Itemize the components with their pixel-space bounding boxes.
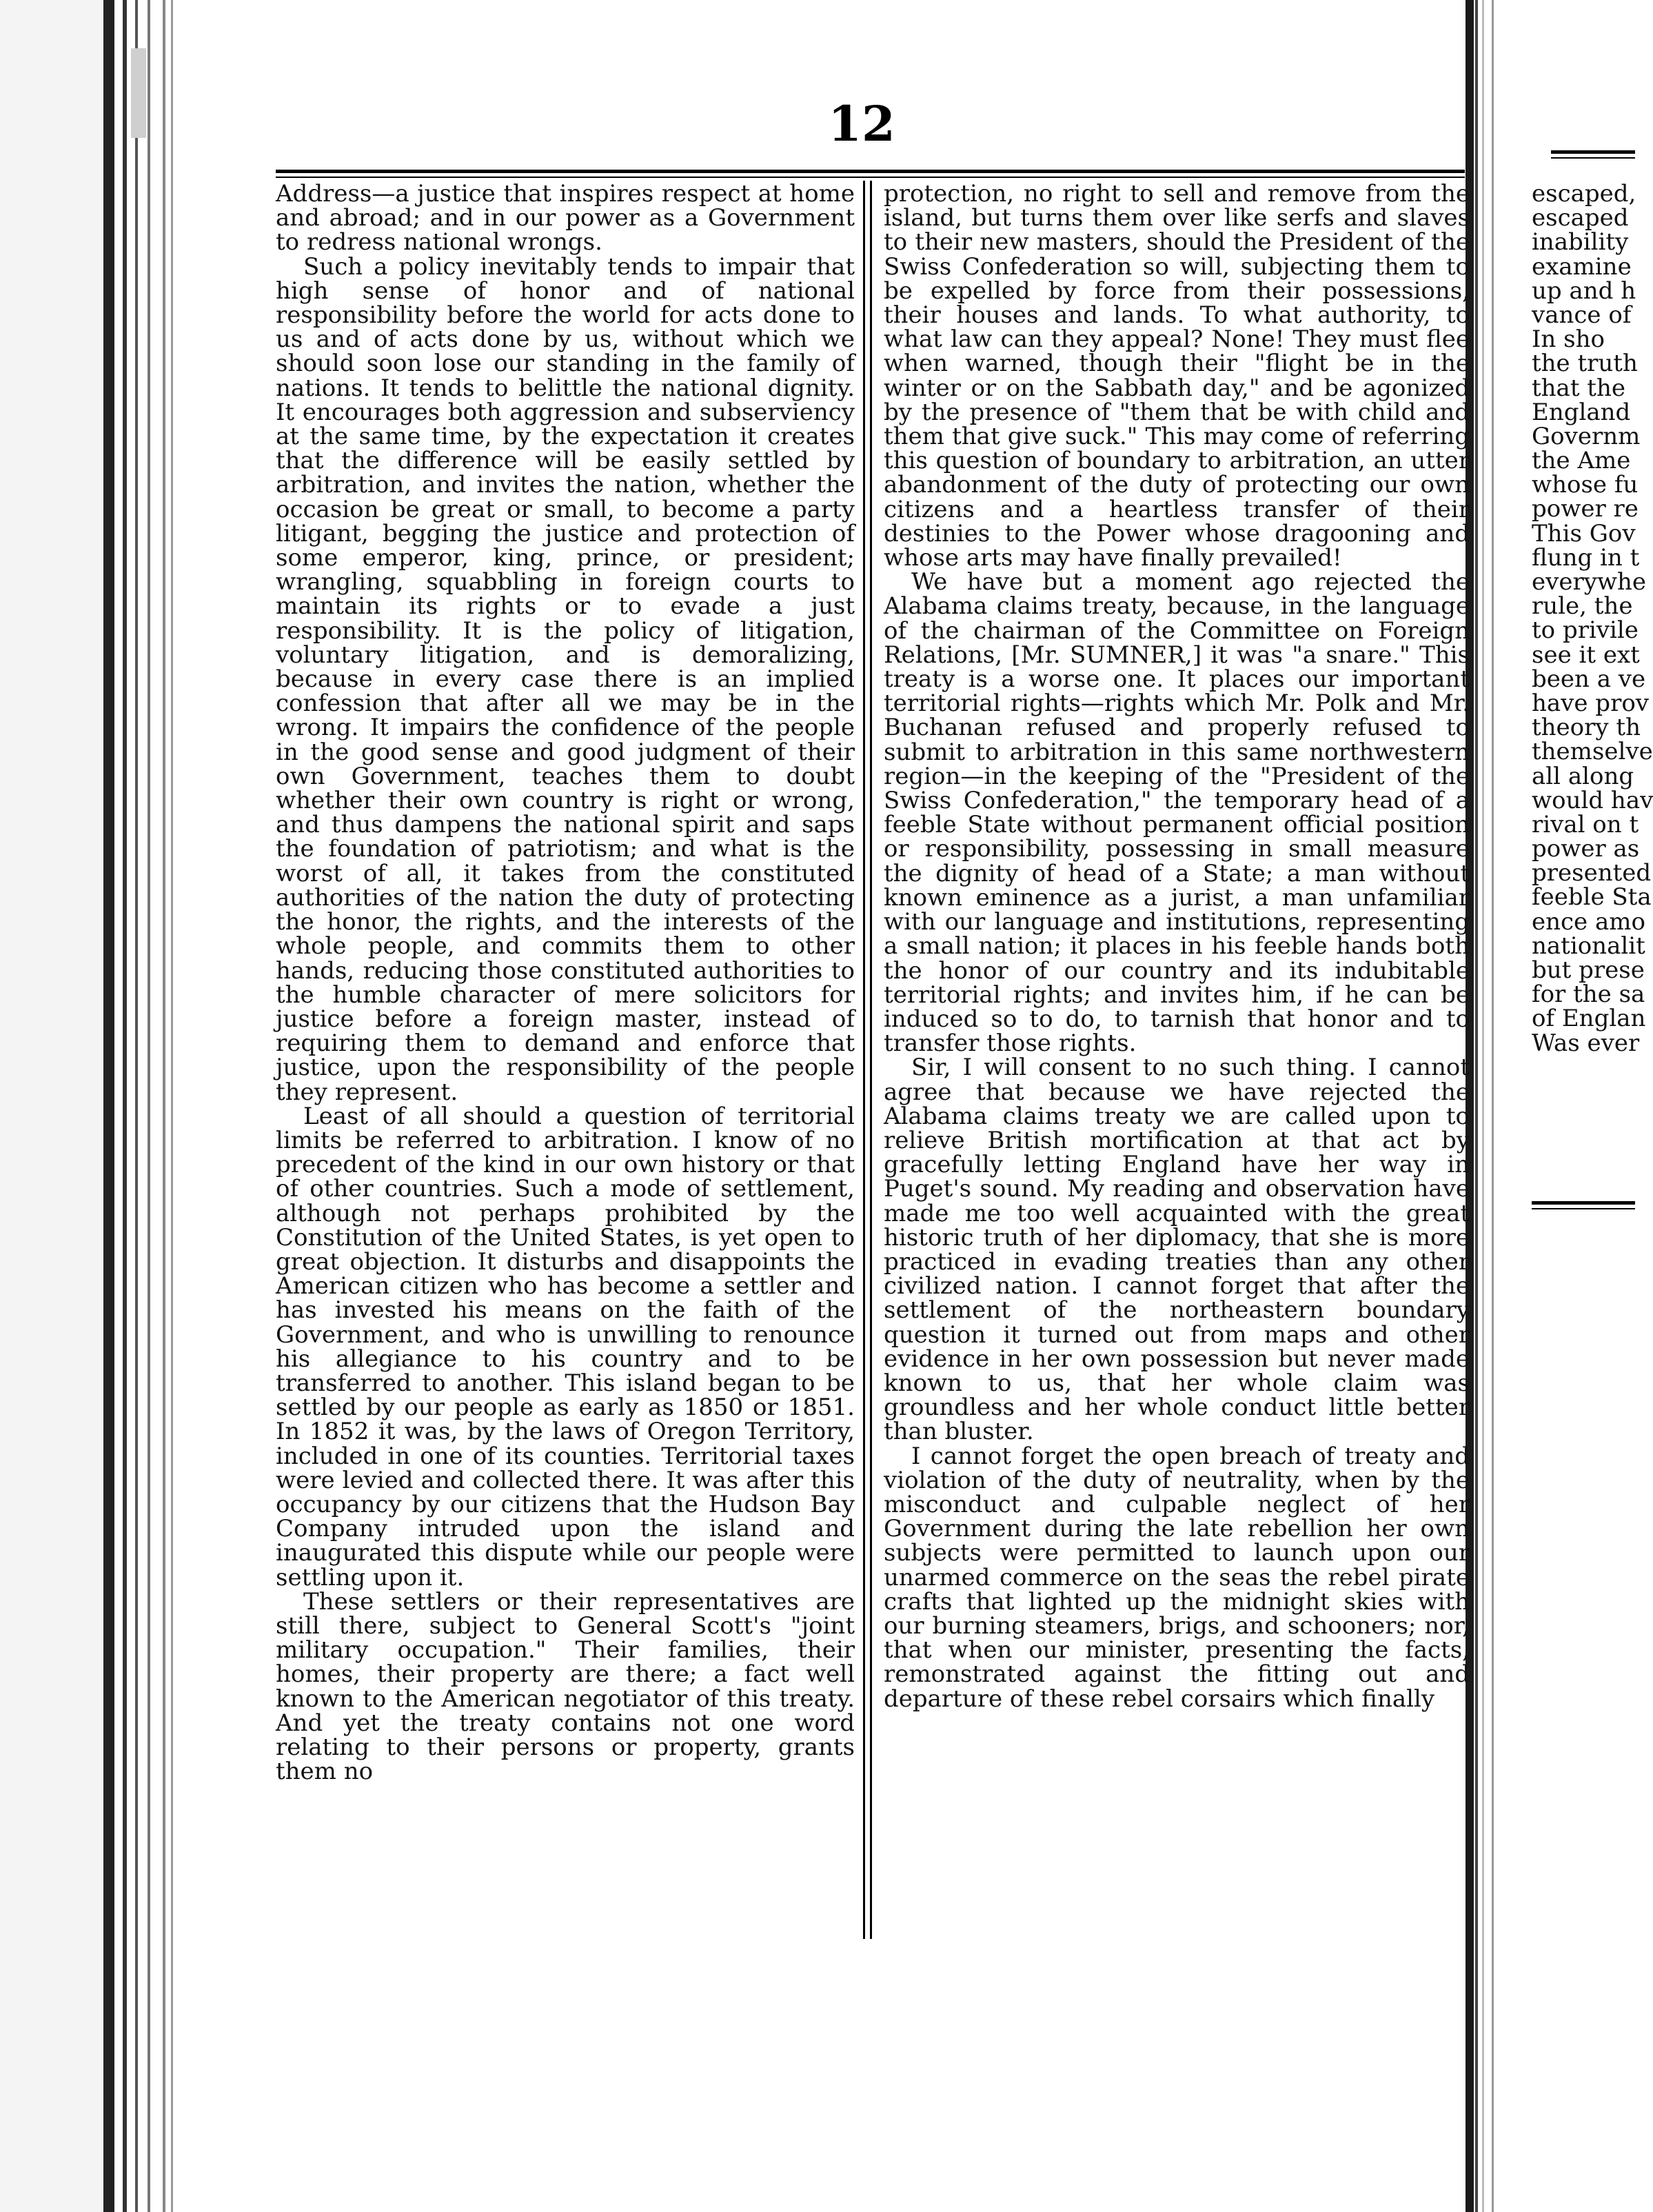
left-column (276, 182, 855, 1784)
column-divider-right (870, 181, 872, 1939)
right-fragment-line: that the (1532, 374, 1625, 402)
right-fragment-line: been a ve (1532, 665, 1646, 693)
right-fragment-line: inability (1532, 228, 1629, 257)
right-fragment-line: to privile (1532, 616, 1639, 645)
right-fragment-line: theory th (1532, 714, 1641, 742)
right-fragment-line: nationalit (1532, 932, 1645, 960)
right-fragment-line: of Englan (1532, 1005, 1646, 1033)
left-paragraph-3: Least of all should a question of territorial limits be referred to arbitration. I know of no precedent of the kind in our own history or that of other countries. Such a mode of settlement, although not perhaps prohibited by the Constitution of the United States, is yet open to great objection. It disturbs and disappoints the American citizen who has become a settler and has invested his means on the faith of the Government, and who is unwilling to renounce his allegiance to his country and to be transferred to another. This island began to be settled by our people as early as 1850 or 1851. In 1852 it was, by the laws of Oregon Territory, included in one of its counties. Territorial taxes were levied and collected there. It was after this occupancy by our citizens that the Hudson Bay Company intruded upon the island and inaugurated this dispute while our people were settling upon it. (276, 1102, 855, 1591)
right-fragment-line: rival on t (1532, 810, 1639, 838)
left-paragraph-4: These settlers or their representatives are still there, subject to General Scott's "joint military occupation." Their families, their homes, their property are there; a fact well known to the American negotiator of this treaty. And yet the treaty contains not one word relating to their persons or property, grants them no (276, 1587, 855, 1786)
right-fragment-line: examine (1532, 252, 1632, 281)
book-binding-edge (0, 0, 179, 2212)
left-paragraph-2: Such a policy inevitably tends to impair that high sense of honor and of national responsibility before the world for acts done to us and of acts done by us, without which we should soon lose our standing in the family of nations. It tends to belittle the national dignity. It encourages both aggression and subserviency at the same time, by the expectation it creates that the difference will be easily settled by arbitration, and invites the nation, whether the occasion be great or small, to become a party litigant, begging the justice and protection of some emperor, king, prince, or president; wrangling, squabbling in foreign courts to maintain its rights or to evade a just responsibility. It is the policy of litigation, voluntary litigation, and is demoralizing, because in every case there is an implied confession that after all we may be in the wrong. It impairs the confidence of the people in the good sense and good judgment of their own Government, teaches them to doubt whether their own country is right or wrong, and thus dampens the national spirit and saps the foundation of patriotism; and what is the worst of all, it takes from the constituted authorities of the nation the duty of protecting the honor, the rights, and the interests of the whole people, and commits them to other hands, reducing those constituted authorities to the humble character of mere solicitors for justice before a foreign master, instead of requiring them to demand and enforce that justice, upon the responsibility of the people they represent. (276, 252, 855, 1106)
right-fragment-line: rule, the (1532, 592, 1633, 621)
header-rule-right-thin (1551, 157, 1635, 159)
right-fragment-line: have prov (1532, 689, 1649, 717)
right-fragment-line: up and h (1532, 276, 1636, 305)
middle-paragraph-4: I cannot forget the open breach of treaty and violation of the duty of neutrality, when by the misconduct and culpable neglect of her Government during the late rebellion her own subjects were permitted to launch upon our unarmed commerce on the seas the rebel pirate crafts that lighted up the midnight skies with our burning steamers, brigs, and schooners; nor, that when our minister, presenting the facts, remonstrated against the fitting out and departure of these rebel corsairs which finally (884, 1442, 1470, 1713)
page-number: 12 (828, 95, 895, 152)
right-fragment-line: In sho (1532, 325, 1605, 354)
header-rule-thin (276, 177, 1465, 178)
middle-paragraph-3: Sir, I will consent to no such thing. I cannot agree that because we have rejected the Alabama claims treaty we are called upon to relieve British mortification at that act by gracefully letting England have her way in Puget's sound. My reading and observation have made me too well acquainted with the great historic truth of her diplomacy, that she is more practiced in evading treaties than any other civilized nation. I cannot forget that after the settlement of the northeastern boundary question it turned out from maps and other evidence in her own possession but never made known to us, that her whole claim was groundless and her whole conduct little better than bluster. (884, 1054, 1470, 1446)
middle-paragraph-1: protection, no right to sell and remove from the island, but turns them over like serfs and slaves to their new masters, should the President of the Swiss Confederation so will, subjecting them to be expelled by force from their possessions, their houses and lands. To what authority, to what law can they appeal? None! They must flee when warned, though their "flight be in the winter or on the Sabbath day," and be agonized by the presence of "them that be with child and them that give suck." This may come of referring this question of boundary to arbitration, an utter abandonment of the duty of protecting our own citizens and a heartless transfer of their destinies to the Power whose dragooning and whose arts may have finally prevailed! (884, 180, 1470, 572)
middle-column (884, 182, 1470, 1711)
right-fragment-line: flung in t (1532, 543, 1640, 572)
right-fragment-line: whose fu (1532, 471, 1639, 499)
binding-shadow (131, 48, 146, 138)
right-fragment-line: the truth (1532, 350, 1638, 378)
left-paragraph-1: Address—a justice that inspires respect at home and abroad; and in our power as a Government to redress national wrongs. (276, 180, 855, 257)
header-rule-right-thick (1551, 150, 1635, 154)
right-fragment-line: all along (1532, 762, 1634, 790)
right-fragment-line: would hav (1532, 786, 1653, 814)
middle-paragraph-2: We have but a moment ago rejected the Alabama claims treaty, because, in the language of the chairman of the Committee on Foreign Relations, [Mr. SUMNER,] it was "a snare." This treaty is a worse one. It places our important territorial rights—rights which Mr. Polk and Mr. Buchanan refused and properly refused to submit to arbitration in this same northwestern region—in the keeping of the "President of the Swiss Confederation," the temporary head of a feeble State without permanent official position or responsibility, possessing in small measure the dignity of head of a State; a man without known eminence as a jurist, a man unfamiliar with our language and institutions, representing a small nation; it places in his feeble hands both the honor of our country and its indubitable territorial rights; and invites him, if he can be induced so to do, to tarnish that honor and to transfer those rights. (884, 568, 1470, 1058)
right-fragment-line: This Gov (1532, 519, 1636, 547)
right-fragment-line: everywhe (1532, 568, 1647, 596)
right-fragment-line: England (1532, 398, 1631, 426)
right-fragment-line: escaped (1532, 204, 1629, 232)
right-fragment-line: escaped, (1532, 180, 1636, 208)
right-fragment-line: themselve (1532, 738, 1653, 766)
right-fragment-line: power as (1532, 835, 1640, 863)
right-fragment-line: presented (1532, 859, 1652, 887)
right-fragment-line: feeble Sta (1532, 883, 1652, 912)
right-fragment-line: but prese (1532, 956, 1645, 984)
right-column-end-rule-thick (1532, 1201, 1635, 1205)
right-fragment-line: Was ever (1532, 1029, 1640, 1057)
right-column-end-rule-thin (1532, 1208, 1635, 1209)
right-fragment-line: vance of (1532, 301, 1632, 329)
header-rule-thick (276, 170, 1465, 173)
right-column-fragment (1532, 180, 1653, 1057)
right-fragment-line: for the sa (1532, 981, 1645, 1009)
page-gutter-right (1482, 0, 1497, 2212)
right-fragment-line: power re (1532, 495, 1639, 523)
right-fragment-line: the Ame (1532, 447, 1631, 475)
right-fragment-line: Governm (1532, 422, 1641, 450)
right-fragment-line: ence amo (1532, 907, 1645, 936)
column-divider-left (863, 181, 865, 1939)
right-fragment-line: see it ext (1532, 641, 1640, 669)
